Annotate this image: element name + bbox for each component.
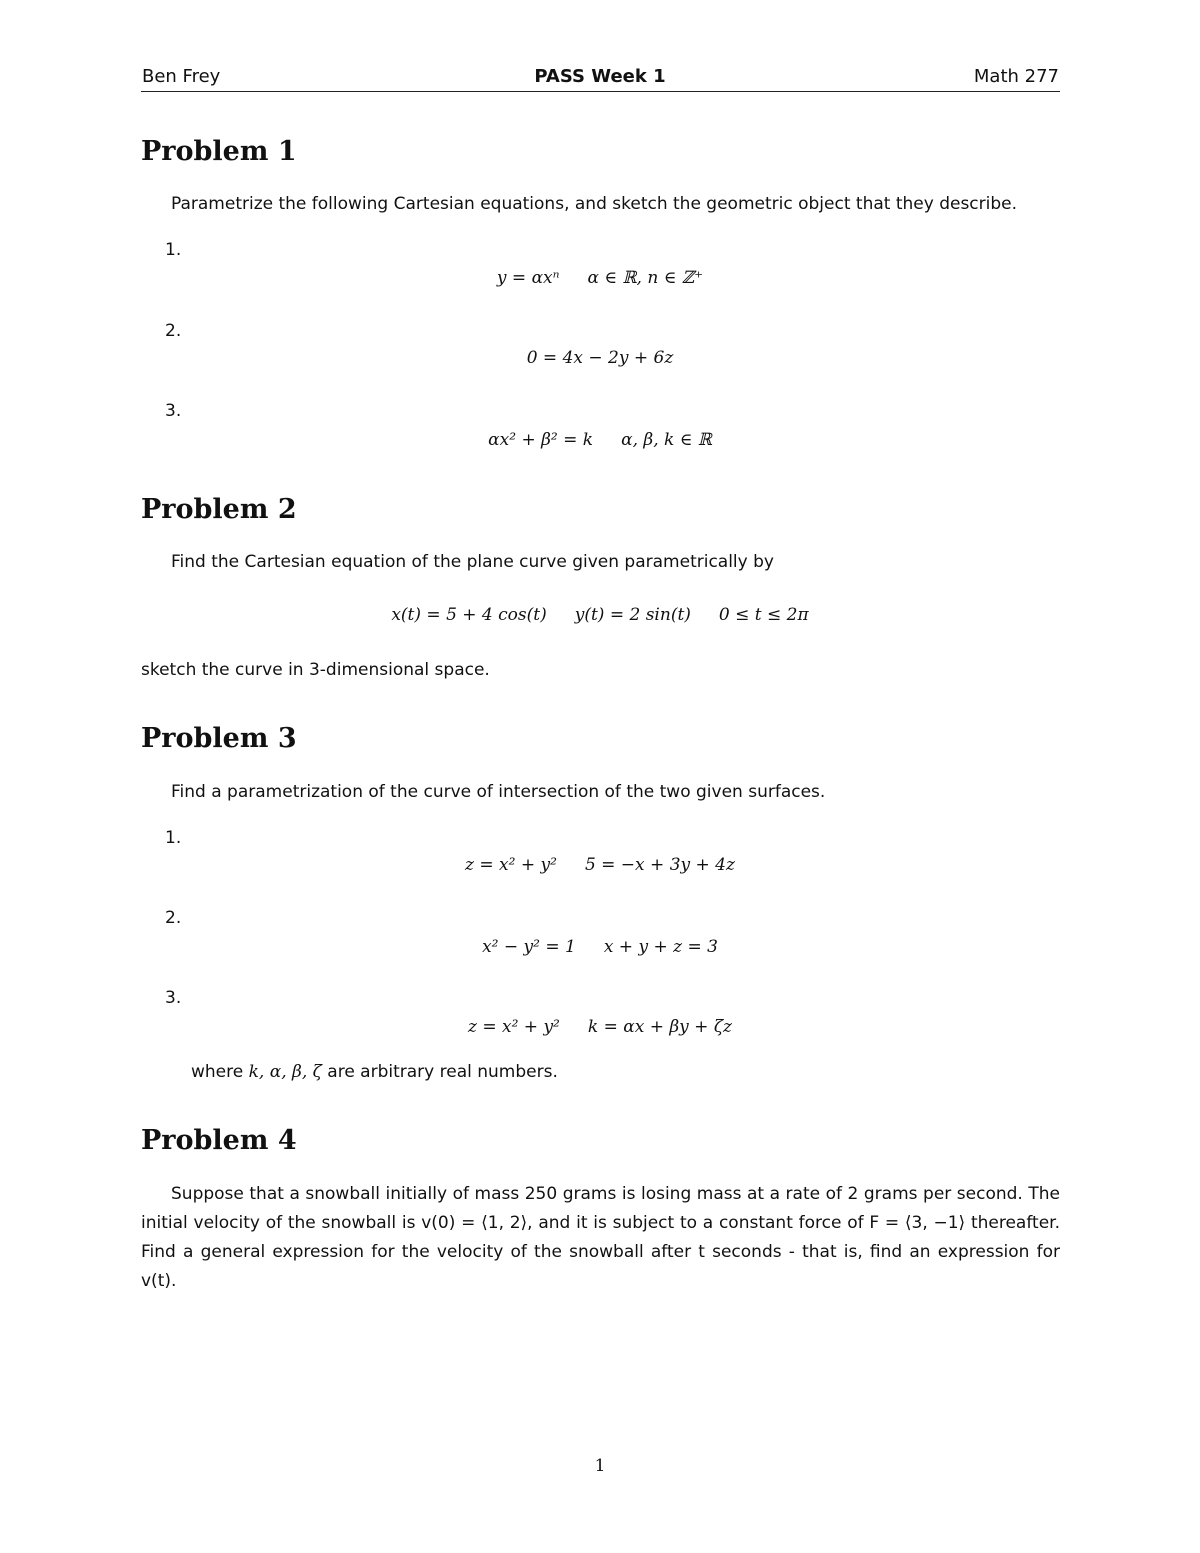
equation-condition: 5 = −x + 3y + 4z (584, 855, 735, 875)
header-rule (141, 91, 1060, 92)
problem-1-item-3-equation (0, 430, 1200, 450)
equation-main: z = x² + y² (465, 855, 557, 875)
header-title: PASS Week 1 (534, 66, 666, 87)
problem-2-outro: sketch the curve in 3-dimensional space. (141, 660, 490, 680)
problem-1-item-3-number: 3. (165, 401, 182, 421)
note-prefix: where (191, 1062, 244, 1082)
note-variables: k, α, β, ζ (248, 1062, 322, 1082)
problem-3-item-2-number: 2. (165, 908, 182, 928)
equation-main: αx² + β² = k (488, 430, 594, 450)
header-author: Ben Frey (142, 66, 221, 87)
problem-3-item-2-equation (0, 937, 1200, 957)
problem-3-title: Problem 3 (141, 723, 297, 754)
problem-4-body (141, 1180, 1060, 1296)
problem-4-title: Problem 4 (141, 1125, 297, 1156)
problem-1-item-1-number: 1. (165, 240, 182, 260)
note-suffix: are arbitrary real numbers. (327, 1062, 558, 1082)
equation-main: x² − y² = 1 (482, 937, 576, 957)
equation-y: y(t) = 2 sin(t) (574, 605, 691, 625)
equation-main: z = x² + y² (467, 1017, 560, 1037)
equation-condition: x + y + z = 3 (603, 937, 718, 957)
problem-2-equation (0, 605, 1200, 625)
equation-x: x(t) = 5 + 4 cos(t) (391, 605, 547, 625)
equation-condition: α ∈ ℝ, n ∈ ℤ⁺ (587, 268, 704, 288)
equation-main: y = αxⁿ (496, 268, 560, 288)
problem-3-item-1-number: 1. (165, 828, 182, 848)
problem-2-title: Problem 2 (141, 494, 297, 525)
equation-condition: k = αx + βy + ζz (587, 1017, 733, 1037)
problem-1-item-1-equation (0, 268, 1200, 288)
problem-3-note (191, 1062, 558, 1082)
problem-3-item-3-equation (0, 1017, 1200, 1037)
problem-1-item-2-number: 2. (165, 321, 182, 341)
page-number: 1 (594, 1456, 606, 1476)
header-course: Math 277 (973, 66, 1059, 87)
equation-range: 0 ≤ t ≤ 2π (718, 605, 809, 625)
problem-1-item-2-equation (0, 348, 1200, 368)
problem-3-item-1-equation (0, 855, 1200, 875)
problem-1-intro: Parametrize the following Cartesian equations, and sketch the geometric object that they describe. (171, 194, 1018, 214)
problem-4-text: Suppose that a snowball initially of mass 250 grams is losing mass at a rate of 2 grams per second. The initial velocity of the snowball is v(0) = ⟨1, 2⟩, and it is subject to a constant force of F = ⟨3, −1⟩ thereafter. Find a general expression for the velocity of the snowball after t seconds - that is, find an expression for v(t). (141, 1184, 1060, 1291)
problem-2-intro: Find the Cartesian equation of the plane curve given parametrically by (171, 552, 774, 572)
problem-3-intro: Find a parametrization of the curve of intersection of the two given surfaces. (171, 782, 826, 802)
problem-1-title: Problem 1 (141, 136, 297, 167)
equation-main: 0 = 4x − 2y + 6z (526, 348, 674, 368)
equation-condition: α, β, k ∈ ℝ (621, 430, 712, 450)
problem-3-item-3-number: 3. (165, 988, 182, 1008)
